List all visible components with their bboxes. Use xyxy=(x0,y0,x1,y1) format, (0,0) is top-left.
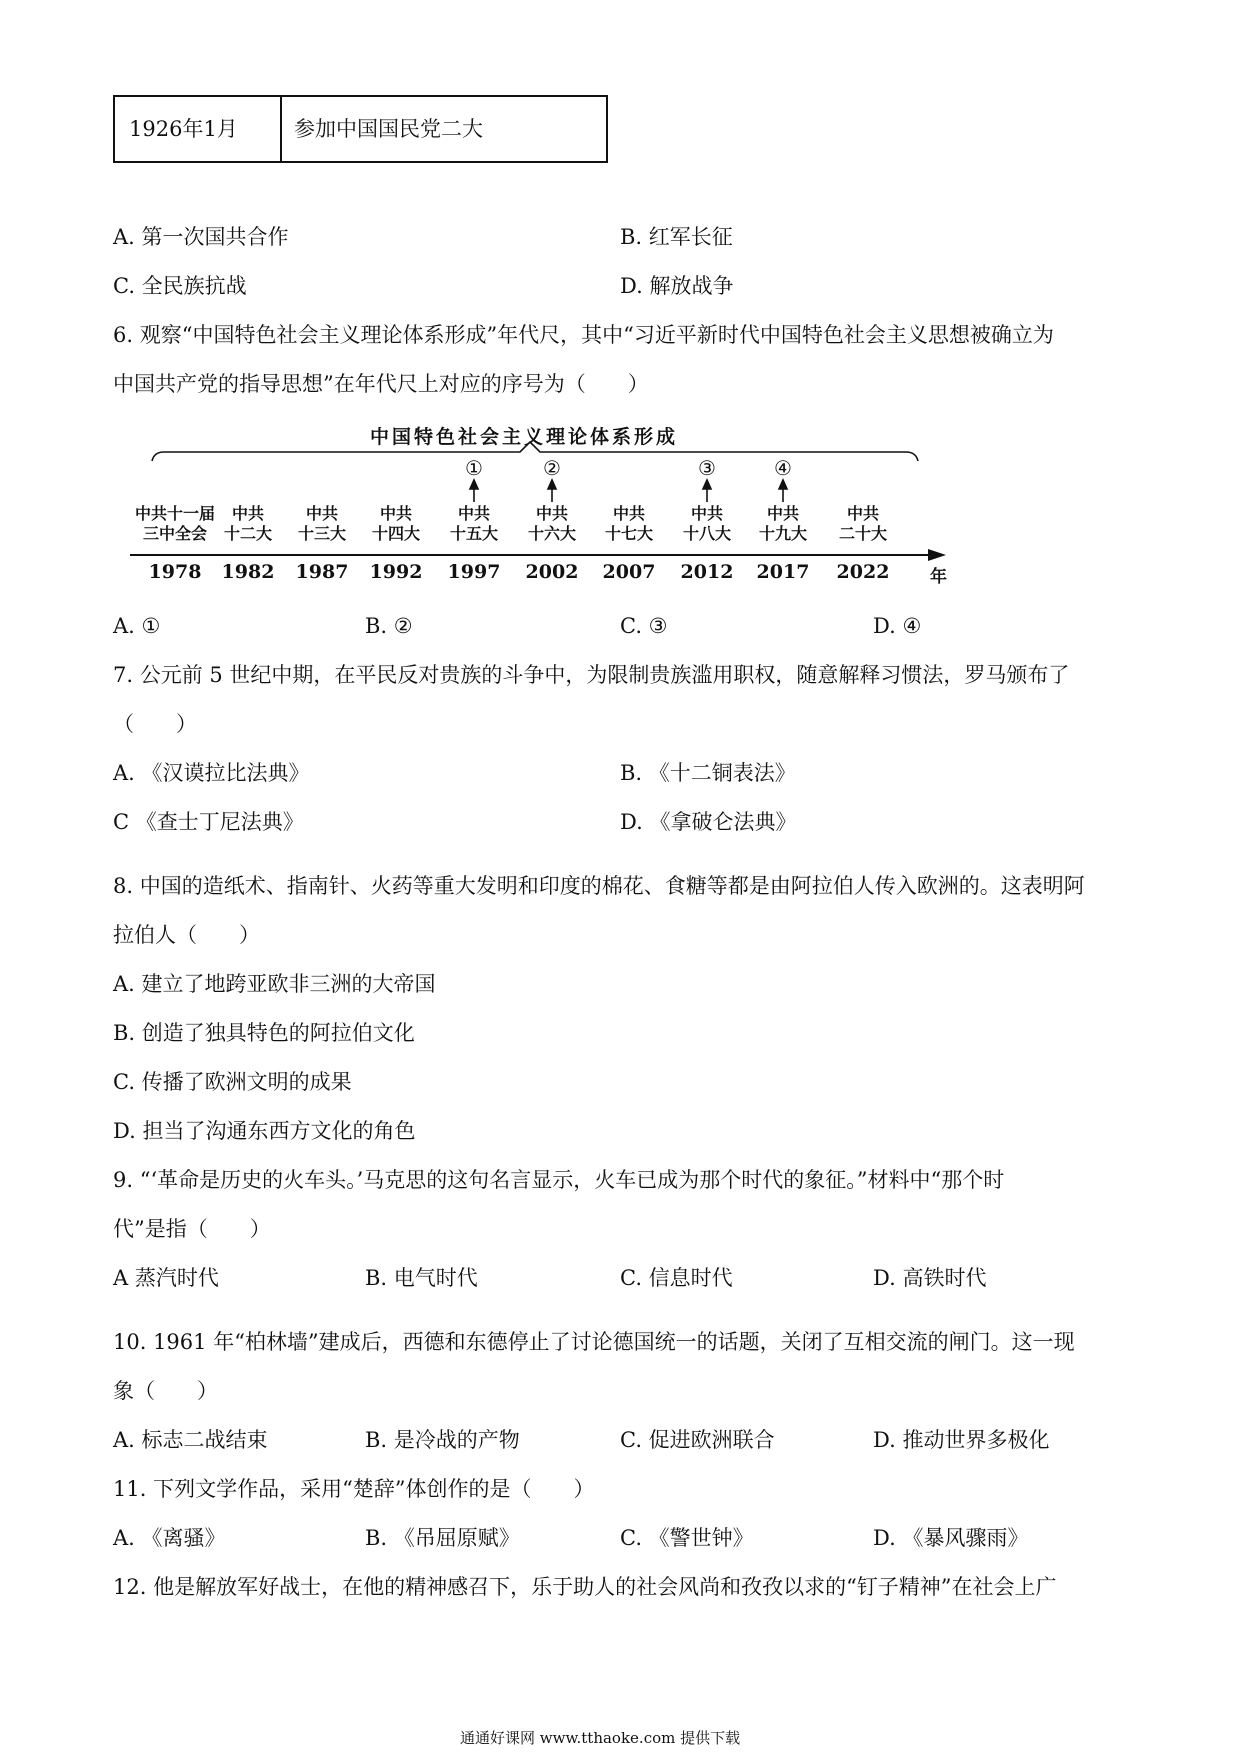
timeline-event-label-top: 中共 xyxy=(305,504,338,523)
q11-option-c[interactable]: C. 《警世钟》 xyxy=(620,1526,754,1550)
q9-option-b[interactable]: B. 电气时代 xyxy=(365,1266,478,1290)
q9-option-c[interactable]: C. 信息时代 xyxy=(620,1266,733,1290)
q6-stem-line1: 6. 观察“中国特色社会主义理论体系形成”年代尺，其中“习近平新时代中国特色社会主义思想被确立为 xyxy=(113,323,1054,347)
timeline-year-label: 2017 xyxy=(756,561,810,583)
timeline-marker-arrowhead xyxy=(548,480,556,489)
q6-stem-line2: 中国共产党的指导思想”在年代尺上对应的序号为（ ） xyxy=(113,372,649,396)
q8-option-d[interactable]: D. 担当了沟通东西方文化的角色 xyxy=(113,1119,416,1143)
q6-option-a[interactable]: A. ① xyxy=(113,614,161,638)
timeline-year-label: 2022 xyxy=(836,561,890,583)
q11-option-b[interactable]: B. 《吊屈原赋》 xyxy=(365,1526,520,1550)
timeline-event-label-bottom: 十八大 xyxy=(682,524,731,543)
q10-option-b[interactable]: B. 是冷战的产物 xyxy=(365,1428,520,1452)
timeline-event-label-top: 中共 xyxy=(535,504,568,523)
q6-option-b[interactable]: B. ② xyxy=(365,614,413,638)
q10-stem-line1: 10. 1961 年“柏林墙”建成后，西德和东德停止了讨论德国统一的话题，关闭了互相交流的闸门。这一现 xyxy=(113,1330,1075,1354)
q7-option-d[interactable]: D. 《拿破仑法典》 xyxy=(620,810,797,834)
timeline-year-label: 2007 xyxy=(602,561,656,583)
timeline-event-label-top: 中共 xyxy=(379,504,412,523)
q10-option-c[interactable]: C. 促进欧洲联合 xyxy=(620,1428,775,1452)
timeline-event-label-top: 中共十一届 xyxy=(134,504,215,523)
q9-option-a[interactable]: A 蒸汽时代 xyxy=(113,1266,219,1290)
q9-option-d[interactable]: D. 高铁时代 xyxy=(873,1266,987,1290)
timeline-marker-arrowhead xyxy=(470,480,478,489)
q11-stem-line1: 11. 下列文学作品，采用“楚辞”体创作的是（ ） xyxy=(113,1477,595,1501)
timeline-event-label-bottom: 十七大 xyxy=(604,524,653,543)
q7-option-c[interactable]: C 《查士丁尼法典》 xyxy=(113,810,304,834)
q11-option-d[interactable]: D. 《暴风骤雨》 xyxy=(873,1526,1029,1550)
q7-stem-line1: 7. 公元前 5 世纪中期，在平民反对贵族的斗争中，为限制贵族滥用职权，随意解释习惯法，罗马颁布了 xyxy=(113,663,1070,687)
timeline-event-label-top: 中共 xyxy=(612,504,645,523)
q7-stem-line2: （ ） xyxy=(113,712,197,736)
q10-stem-line2: 象（ ） xyxy=(113,1379,218,1403)
timeline-marker-number: ③ xyxy=(698,456,716,480)
timeline-axis-unit: 年 xyxy=(930,567,947,587)
q8-option-b[interactable]: B. 创造了独具特色的阿拉伯文化 xyxy=(113,1021,415,1045)
q5-option-d[interactable]: D. 解放战争 xyxy=(620,274,734,298)
axis-arrow xyxy=(928,549,946,561)
timeline-year-label: 2012 xyxy=(680,561,734,583)
timeline-brace xyxy=(152,442,918,461)
timeline-event-label-top: 中共 xyxy=(846,504,879,523)
timeline-marker-number: ① xyxy=(465,456,483,480)
q8-stem-line1: 8. 中国的造纸术、指南针、火药等重大发明和印度的棉花、食糖等都是由阿拉伯人传入欧洲的。这表明阿 xyxy=(113,874,1085,898)
timeline-event-label-top: 中共 xyxy=(457,504,490,523)
timeline-year-label: 1997 xyxy=(447,561,501,583)
timeline-figure xyxy=(120,418,950,588)
q5-option-c[interactable]: C. 全民族抗战 xyxy=(113,274,247,298)
timeline-marker-number: ④ xyxy=(774,456,792,480)
timeline-marker-arrowhead xyxy=(779,480,787,489)
q10-option-d[interactable]: D. 推动世界多极化 xyxy=(873,1428,1050,1452)
timeline-year-label: 2002 xyxy=(525,561,579,583)
timeline-event-label-bottom: 十四大 xyxy=(371,524,420,543)
timeline-event-label-bottom: 十六大 xyxy=(527,524,576,543)
q11-option-a[interactable]: A. 《离骚》 xyxy=(113,1526,226,1550)
timeline-marker-arrowhead xyxy=(703,480,711,489)
timeline-event-label-bottom: 十三大 xyxy=(297,524,346,543)
timeline-year-label: 1978 xyxy=(148,561,202,583)
q7-option-b[interactable]: B. 《十二铜表法》 xyxy=(620,761,796,785)
timeline-event-label-top: 中共 xyxy=(690,504,723,523)
timeline-year-label: 1982 xyxy=(221,561,275,583)
timeline-year-label: 1992 xyxy=(369,561,423,583)
timeline-event-label-bottom: 十九大 xyxy=(758,524,807,543)
timeline-event-label-bottom: 十五大 xyxy=(449,524,498,543)
table-date-cell: 1926年1月 xyxy=(115,97,282,161)
q10-option-a[interactable]: A. 标志二战结束 xyxy=(113,1428,268,1452)
q8-option-c[interactable]: C. 传播了欧洲文明的成果 xyxy=(113,1070,352,1094)
timeline-year-label: 1987 xyxy=(295,561,349,583)
timeline-marker-number: ② xyxy=(543,456,561,480)
page-footer: 通通好课网 www.tthaoke.com 提供下载 xyxy=(460,1729,741,1747)
q9-stem-line1: 9. “‘革命是历史的火车头。’马克思的这句名言显示，火车已成为那个时代的象征。”材料中“那个时 xyxy=(113,1168,1005,1192)
q5-option-a[interactable]: A. 第一次国共合作 xyxy=(113,225,289,249)
q8-option-a[interactable]: A. 建立了地跨亚欧非三洲的大帝国 xyxy=(113,972,436,996)
q5-option-b[interactable]: B. 红军长征 xyxy=(620,225,733,249)
q12-stem-line1: 12. 他是解放军好战士，在他的精神感召下，乐于助人的社会风尚和孜孜以求的“钉子精神”在社会上广 xyxy=(113,1575,1057,1599)
q6-option-d[interactable]: D. ④ xyxy=(873,614,922,638)
q8-stem-line2: 拉伯人（ ） xyxy=(113,923,260,947)
q9-stem-line2: 代”是指（ ） xyxy=(113,1217,271,1241)
timeline-event-label-bottom: 三中全会 xyxy=(142,524,207,543)
timeline-event-label-bottom: 十二大 xyxy=(223,524,272,543)
q6-option-c[interactable]: C. ③ xyxy=(620,614,668,638)
timeline-event-label-top: 中共 xyxy=(766,504,799,523)
timeline-event-label-top: 中共 xyxy=(231,504,264,523)
timeline-title: 中国特色社会主义理论体系形成 xyxy=(370,426,679,448)
q7-option-a[interactable]: A. 《汉谟拉比法典》 xyxy=(113,761,310,785)
history-table xyxy=(113,95,608,163)
timeline-event-label-bottom: 二十大 xyxy=(838,524,887,543)
table-event-cell: 参加中国国民党二大 xyxy=(294,117,483,141)
